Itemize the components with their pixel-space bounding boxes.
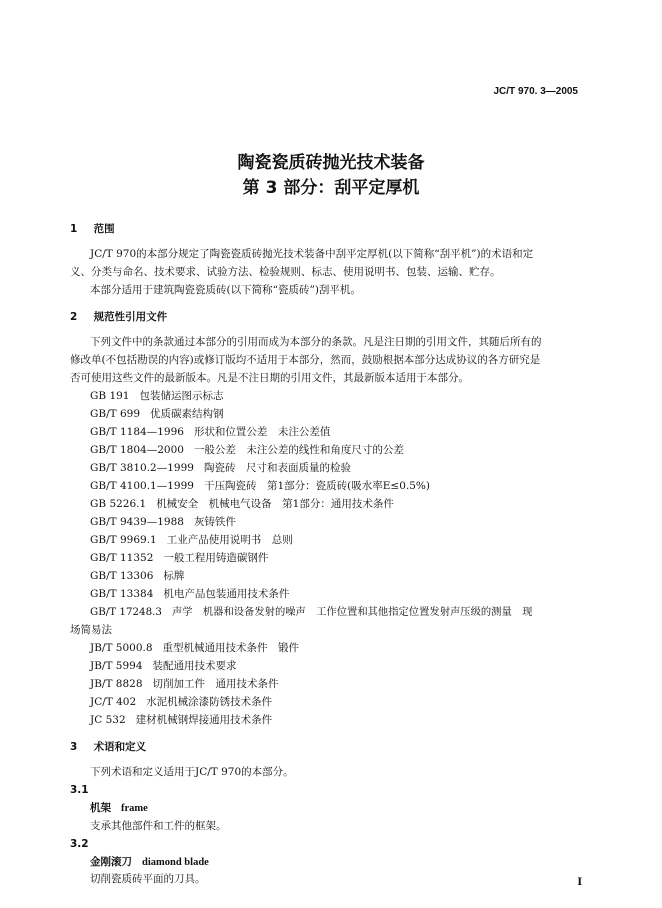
paragraph-line: 修改单(不包括勘误的内容)或修订版均不适用于本部分，然而，鼓励根据本部分达成协议的各方研究是 bbox=[70, 354, 541, 366]
reference-continuation: 场简易法 bbox=[70, 624, 112, 636]
reference-code: GB/T 9969.1 bbox=[90, 534, 157, 546]
reference-code: JB/T 5994 bbox=[90, 660, 143, 672]
reference-title: 重型机械通用技术条件 锻件 bbox=[162, 642, 300, 654]
reference-title: 包装储运图示标志 bbox=[139, 390, 224, 402]
reference-item bbox=[90, 641, 612, 655]
term-english: frame bbox=[121, 803, 148, 814]
reference-item bbox=[90, 695, 612, 709]
reference-title: 声学 机器和设备发射的噪声 工作位置和其他指定位置发射声压级的测量 现 bbox=[171, 606, 533, 618]
reference-item bbox=[90, 659, 612, 673]
reference-title: 一般工程用铸造碳钢件 bbox=[163, 552, 269, 564]
term-entry bbox=[90, 855, 592, 870]
reference-code: GB/T 9439—1988 bbox=[90, 516, 184, 528]
reference-item bbox=[90, 587, 612, 601]
reference-code: GB/T 11352 bbox=[90, 552, 154, 564]
section-3-heading bbox=[70, 740, 592, 754]
reference-code: GB/T 1804—2000 bbox=[90, 444, 184, 456]
section-2-heading bbox=[70, 310, 592, 324]
reference-title: 切削加工件 通用技术条件 bbox=[152, 678, 279, 690]
reference-code: GB 191 bbox=[90, 390, 130, 402]
section-title: 范围 bbox=[93, 223, 115, 235]
section-number: 3 bbox=[70, 741, 78, 753]
reference-title: 水泥机械涂漆防锈技术条件 bbox=[146, 696, 273, 708]
reference-code: GB/T 17248.3 bbox=[90, 606, 162, 618]
reference-title: 标牌 bbox=[163, 570, 185, 582]
reference-code: GB/T 13306 bbox=[90, 570, 154, 582]
term-chinese: 金刚滚刀 bbox=[90, 856, 132, 868]
reference-code: GB/T 13384 bbox=[90, 588, 154, 600]
section-number: 1 bbox=[70, 223, 78, 235]
reference-title: 工业产品使用说明书 总则 bbox=[166, 534, 293, 546]
reference-code: GB/T 4100.1—1999 bbox=[90, 480, 194, 492]
term-english: diamond blade bbox=[142, 857, 209, 868]
reference-code: GB 5226.1 bbox=[90, 498, 147, 510]
reference-item bbox=[90, 479, 612, 493]
reference-code: GB/T 3810.2—1999 bbox=[90, 462, 194, 474]
reference-code: JC 532 bbox=[90, 714, 126, 726]
reference-item bbox=[90, 713, 612, 727]
reference-item bbox=[90, 677, 612, 691]
paragraph-line: 下列文件中的条款通过本部分的引用而成为本部分的条款。凡是注日期的引用文件，其随后所有的 bbox=[90, 336, 542, 348]
term-number: 3.1 bbox=[70, 784, 89, 796]
reference-title: 装配通用技术要求 bbox=[152, 660, 237, 672]
reference-title: 机电产品包装通用技术条件 bbox=[163, 588, 290, 600]
term-definition: 切削瓷质砖平面的刀具。 bbox=[90, 873, 206, 885]
paragraph-line: JC/T 970的本部分规定了陶瓷瓷质砖抛光技术装备中刮平定厚机(以下简称“刮平机”)的术语和定 bbox=[90, 248, 534, 260]
reference-title: 灰铸铁件 bbox=[193, 516, 236, 528]
term-number: 3.2 bbox=[70, 838, 89, 850]
standard-number: JC/T 970. 3—2005 bbox=[493, 86, 578, 97]
reference-title: 建材机械钢焊接通用技术条件 bbox=[135, 714, 273, 726]
paragraph-line: 否可使用这些文件的最新版本。凡是不注日期的引用文件，其最新版本适用于本部分。 bbox=[70, 372, 469, 384]
reference-item bbox=[90, 497, 612, 511]
reference-code: GB/T 1184—1996 bbox=[90, 426, 184, 438]
reference-title: 陶瓷砖 尺寸和表面质量的检验 bbox=[203, 462, 351, 474]
section-1-heading bbox=[70, 222, 592, 236]
reference-title: 机械安全 机械电气设备 第1部分：通用技术条件 bbox=[156, 498, 394, 510]
document-title: 陶瓷瓷质砖抛光技术装备 bbox=[237, 153, 425, 173]
paragraph-line: 本部分适用于建筑陶瓷瓷质砖(以下简称“瓷质砖”)刮平机。 bbox=[90, 284, 361, 296]
reference-title: 形状和位置公差 未注公差值 bbox=[193, 426, 331, 438]
reference-item bbox=[90, 551, 612, 565]
reference-code: JB/T 5000.8 bbox=[90, 642, 153, 654]
paragraph-line: 义、分类与命名、技术要求、试验方法、检验规则、标志、使用说明书、包装、运输、贮存。 bbox=[70, 266, 501, 278]
reference-item bbox=[90, 407, 612, 421]
section-title: 规范性引用文件 bbox=[93, 311, 168, 323]
term-chinese: 机架 bbox=[90, 802, 111, 814]
reference-code: JC/T 402 bbox=[90, 696, 137, 708]
reference-item bbox=[90, 533, 612, 547]
reference-item bbox=[90, 515, 612, 529]
section-title: 术语和定义 bbox=[93, 741, 147, 753]
reference-item bbox=[90, 425, 612, 439]
reference-item bbox=[90, 569, 612, 583]
section-number: 2 bbox=[70, 311, 78, 323]
reference-item bbox=[90, 461, 612, 475]
reference-item bbox=[90, 389, 612, 403]
paragraph-line: 下列术语和定义适用于JC/T 970的本部分。 bbox=[90, 766, 294, 778]
reference-code: JB/T 8828 bbox=[90, 678, 143, 690]
reference-title: 干压陶瓷砖 第1部分：瓷质砖(吸水率E≤0.5%) bbox=[203, 480, 430, 492]
document-subtitle: 第 3 部分：刮平定厚机 bbox=[242, 178, 420, 198]
reference-title: 优质碳素结构钢 bbox=[150, 408, 224, 420]
reference-item bbox=[90, 443, 612, 457]
page-number: I bbox=[577, 877, 582, 888]
term-entry bbox=[90, 801, 592, 816]
reference-title: 一般公差 未注公差的线性和角度尺寸的公差 bbox=[193, 444, 404, 456]
reference-item bbox=[90, 605, 612, 619]
term-definition: 支承其他部件和工件的框架。 bbox=[90, 820, 227, 832]
reference-code: GB/T 699 bbox=[90, 408, 141, 420]
